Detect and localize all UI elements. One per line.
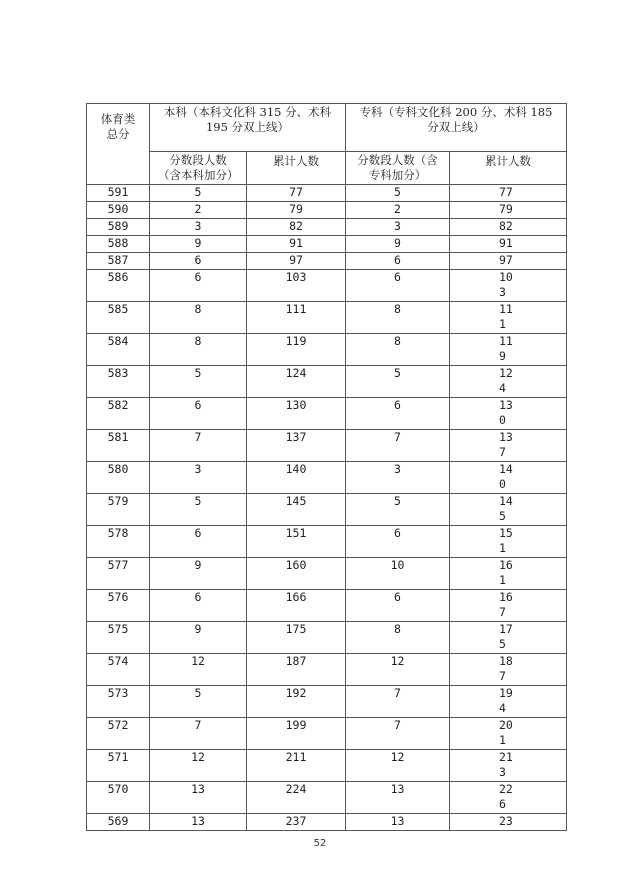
table-row xyxy=(87,366,567,398)
zhuanke-segment-cell: 8 xyxy=(346,334,450,366)
table-row xyxy=(87,253,567,270)
benke-segment-cell: 12 xyxy=(150,750,247,782)
benke-cumulative-cell: 119 xyxy=(247,334,346,366)
benke-cumulative-cell: 103 xyxy=(247,270,346,302)
zhuanke-cumulative-cell xyxy=(450,526,567,558)
zhuanke-cumulative-cell xyxy=(450,654,567,686)
table-row xyxy=(87,398,567,430)
benke-segment-cell: 9 xyxy=(150,622,247,654)
zhuanke-segment-cell: 6 xyxy=(346,398,450,430)
score-cell: 576 xyxy=(87,590,150,622)
cumulative-value: 161 xyxy=(499,558,513,587)
cumulative-value: 151 xyxy=(499,526,513,555)
benke-segment-cell: 8 xyxy=(150,334,247,366)
cumulative-value: 103 xyxy=(499,270,513,299)
benke-segment-cell: 9 xyxy=(150,236,247,253)
benke-cumulative-cell: 160 xyxy=(247,558,346,590)
benke-segment-cell: 8 xyxy=(150,302,247,334)
table-body xyxy=(87,185,567,831)
zhuanke-segment-header: 分数段人数（含专科加分） xyxy=(346,152,450,185)
score-cell: 589 xyxy=(87,219,150,236)
benke-segment-cell: 6 xyxy=(150,590,247,622)
zhuanke-segment-cell: 6 xyxy=(346,526,450,558)
benke-cumulative-header: 累计人数 xyxy=(247,152,346,185)
benke-cumulative-cell: 199 xyxy=(247,718,346,750)
benke-segment-cell: 6 xyxy=(150,398,247,430)
benke-segment-cell: 3 xyxy=(150,219,247,236)
zhuanke-cumulative-cell xyxy=(450,398,567,430)
table-row xyxy=(87,302,567,334)
zhuanke-segment-cell: 5 xyxy=(346,185,450,202)
score-cell: 585 xyxy=(87,302,150,334)
score-cell: 571 xyxy=(87,750,150,782)
zhuanke-segment-cell: 6 xyxy=(346,270,450,302)
table-row xyxy=(87,526,567,558)
zhuanke-cumulative-cell xyxy=(450,622,567,654)
table-row xyxy=(87,814,567,831)
table-row xyxy=(87,236,567,253)
page-number: 52 xyxy=(313,838,327,849)
table-row xyxy=(87,202,567,219)
zhuanke-cumulative-cell xyxy=(450,494,567,526)
zhuanke-segment-cell: 6 xyxy=(346,590,450,622)
table-row xyxy=(87,430,567,462)
benke-segment-cell: 13 xyxy=(150,814,247,831)
table-row xyxy=(87,782,567,814)
benke-cumulative-cell: 137 xyxy=(247,430,346,462)
cumulative-value: 137 xyxy=(499,430,513,459)
zhuanke-segment-cell: 7 xyxy=(346,430,450,462)
table-row xyxy=(87,494,567,526)
score-cell: 591 xyxy=(87,185,150,202)
zhuanke-cumulative-cell xyxy=(450,270,567,302)
benke-segment-cell: 5 xyxy=(150,686,247,718)
benke-segment-cell: 13 xyxy=(150,782,247,814)
benke-segment-cell: 6 xyxy=(150,253,247,270)
zhuanke-cumulative-cell xyxy=(450,750,567,782)
zhuanke-cumulative-cell xyxy=(450,590,567,622)
table-row xyxy=(87,558,567,590)
cumulative-value: 82 xyxy=(499,219,513,233)
score-cell: 570 xyxy=(87,782,150,814)
zhuanke-segment-cell: 7 xyxy=(346,686,450,718)
benke-group-header: 本科（本科文化科 315 分、术科 195 分双上线） xyxy=(150,104,346,152)
benke-cumulative-cell: 145 xyxy=(247,494,346,526)
zhuanke-segment-cell: 7 xyxy=(346,718,450,750)
zhuanke-cumulative-cell xyxy=(450,430,567,462)
cumulative-value: 119 xyxy=(499,334,513,363)
zhuanke-cumulative-cell xyxy=(450,782,567,814)
zhuanke-segment-cell: 8 xyxy=(346,302,450,334)
zhuanke-segment-cell: 10 xyxy=(346,558,450,590)
table-row xyxy=(87,590,567,622)
zhuanke-segment-cell: 5 xyxy=(346,366,450,398)
zhuanke-cumulative-cell xyxy=(450,334,567,366)
zhuanke-segment-cell: 12 xyxy=(346,750,450,782)
zhuanke-segment-cell: 12 xyxy=(346,654,450,686)
benke-segment-cell: 6 xyxy=(150,270,247,302)
cumulative-value: 130 xyxy=(499,398,513,427)
benke-cumulative-cell: 124 xyxy=(247,366,346,398)
benke-cumulative-cell: 77 xyxy=(247,185,346,202)
benke-segment-cell: 12 xyxy=(150,654,247,686)
zhuanke-segment-cell: 13 xyxy=(346,814,450,831)
zhuanke-cumulative-cell xyxy=(450,366,567,398)
benke-cumulative-cell: 187 xyxy=(247,654,346,686)
zhuanke-cumulative-cell xyxy=(450,236,567,253)
zhuanke-segment-cell: 8 xyxy=(346,622,450,654)
benke-cumulative-cell: 211 xyxy=(247,750,346,782)
benke-segment-cell: 5 xyxy=(150,366,247,398)
zhuanke-cumulative-cell xyxy=(450,814,567,831)
cumulative-value: 79 xyxy=(499,202,513,216)
score-cell: 586 xyxy=(87,270,150,302)
score-cell: 583 xyxy=(87,366,150,398)
score-cell: 588 xyxy=(87,236,150,253)
cumulative-value: 213 xyxy=(499,750,513,779)
table-row xyxy=(87,622,567,654)
benke-segment-cell: 3 xyxy=(150,462,247,494)
benke-cumulative-cell: 224 xyxy=(247,782,346,814)
table-row xyxy=(87,219,567,236)
benke-cumulative-cell: 175 xyxy=(247,622,346,654)
score-cell: 581 xyxy=(87,430,150,462)
benke-segment-header: 分数段人数（含本科加分） xyxy=(150,152,247,185)
table-row xyxy=(87,462,567,494)
zhuanke-segment-cell: 6 xyxy=(346,253,450,270)
zhuanke-cumulative-cell xyxy=(450,462,567,494)
score-cell: 569 xyxy=(87,814,150,831)
table-row xyxy=(87,654,567,686)
benke-cumulative-cell: 151 xyxy=(247,526,346,558)
cumulative-value: 97 xyxy=(499,253,513,267)
benke-segment-cell: 5 xyxy=(150,494,247,526)
benke-cumulative-cell: 130 xyxy=(247,398,346,430)
benke-cumulative-cell: 79 xyxy=(247,202,346,219)
score-column-header: 体育类总分 xyxy=(87,104,150,185)
benke-cumulative-cell: 91 xyxy=(247,236,346,253)
score-cell: 580 xyxy=(87,462,150,494)
score-cell: 578 xyxy=(87,526,150,558)
cumulative-value: 175 xyxy=(499,622,513,651)
cumulative-value: 140 xyxy=(499,462,513,491)
cumulative-value: 194 xyxy=(499,686,513,715)
benke-cumulative-cell: 140 xyxy=(247,462,346,494)
zhuanke-segment-cell: 2 xyxy=(346,202,450,219)
cumulative-value: 145 xyxy=(499,494,513,523)
cumulative-value: 226 xyxy=(499,782,513,811)
score-cell: 584 xyxy=(87,334,150,366)
zhuanke-cumulative-cell xyxy=(450,558,567,590)
benke-cumulative-cell: 97 xyxy=(247,253,346,270)
cumulative-value: 124 xyxy=(499,366,513,395)
score-cell: 590 xyxy=(87,202,150,219)
score-cell: 577 xyxy=(87,558,150,590)
table-row xyxy=(87,718,567,750)
score-cell: 582 xyxy=(87,398,150,430)
table-row xyxy=(87,686,567,718)
zhuanke-cumulative-cell xyxy=(450,202,567,219)
score-cell: 574 xyxy=(87,654,150,686)
table-row xyxy=(87,750,567,782)
cumulative-value: 167 xyxy=(499,590,513,619)
zhuanke-segment-cell: 13 xyxy=(346,782,450,814)
zhuanke-segment-cell: 3 xyxy=(346,462,450,494)
score-cell: 573 xyxy=(87,686,150,718)
cumulative-value: 201 xyxy=(499,718,513,747)
benke-cumulative-cell: 237 xyxy=(247,814,346,831)
cumulative-value: 187 xyxy=(499,654,513,683)
table-row xyxy=(87,334,567,366)
zhuanke-group-header: 专科（专科文化科 200 分、术科 185 分双上线） xyxy=(346,104,567,152)
score-distribution-table xyxy=(86,103,567,831)
table-row xyxy=(87,185,567,202)
zhuanke-cumulative-cell xyxy=(450,253,567,270)
zhuanke-segment-cell: 3 xyxy=(346,219,450,236)
zhuanke-cumulative-header: 累计人数 xyxy=(450,152,567,185)
cumulative-value: 23 xyxy=(499,814,513,828)
zhuanke-segment-cell: 9 xyxy=(346,236,450,253)
benke-cumulative-cell: 166 xyxy=(247,590,346,622)
zhuanke-cumulative-cell xyxy=(450,219,567,236)
score-cell: 579 xyxy=(87,494,150,526)
benke-segment-cell: 5 xyxy=(150,185,247,202)
zhuanke-cumulative-cell xyxy=(450,185,567,202)
score-cell: 575 xyxy=(87,622,150,654)
cumulative-value: 111 xyxy=(499,302,513,331)
zhuanke-cumulative-cell xyxy=(450,302,567,334)
zhuanke-cumulative-cell xyxy=(450,686,567,718)
score-cell: 572 xyxy=(87,718,150,750)
cumulative-value: 77 xyxy=(499,185,513,199)
zhuanke-segment-cell: 5 xyxy=(346,494,450,526)
score-cell: 587 xyxy=(87,253,150,270)
cumulative-value: 91 xyxy=(499,236,513,250)
benke-segment-cell: 7 xyxy=(150,430,247,462)
benke-segment-cell: 6 xyxy=(150,526,247,558)
benke-segment-cell: 2 xyxy=(150,202,247,219)
benke-segment-cell: 9 xyxy=(150,558,247,590)
benke-cumulative-cell: 82 xyxy=(247,219,346,236)
benke-segment-cell: 7 xyxy=(150,718,247,750)
table-row xyxy=(87,270,567,302)
zhuanke-cumulative-cell xyxy=(450,718,567,750)
benke-cumulative-cell: 111 xyxy=(247,302,346,334)
benke-cumulative-cell: 192 xyxy=(247,686,346,718)
table-header xyxy=(87,104,567,185)
